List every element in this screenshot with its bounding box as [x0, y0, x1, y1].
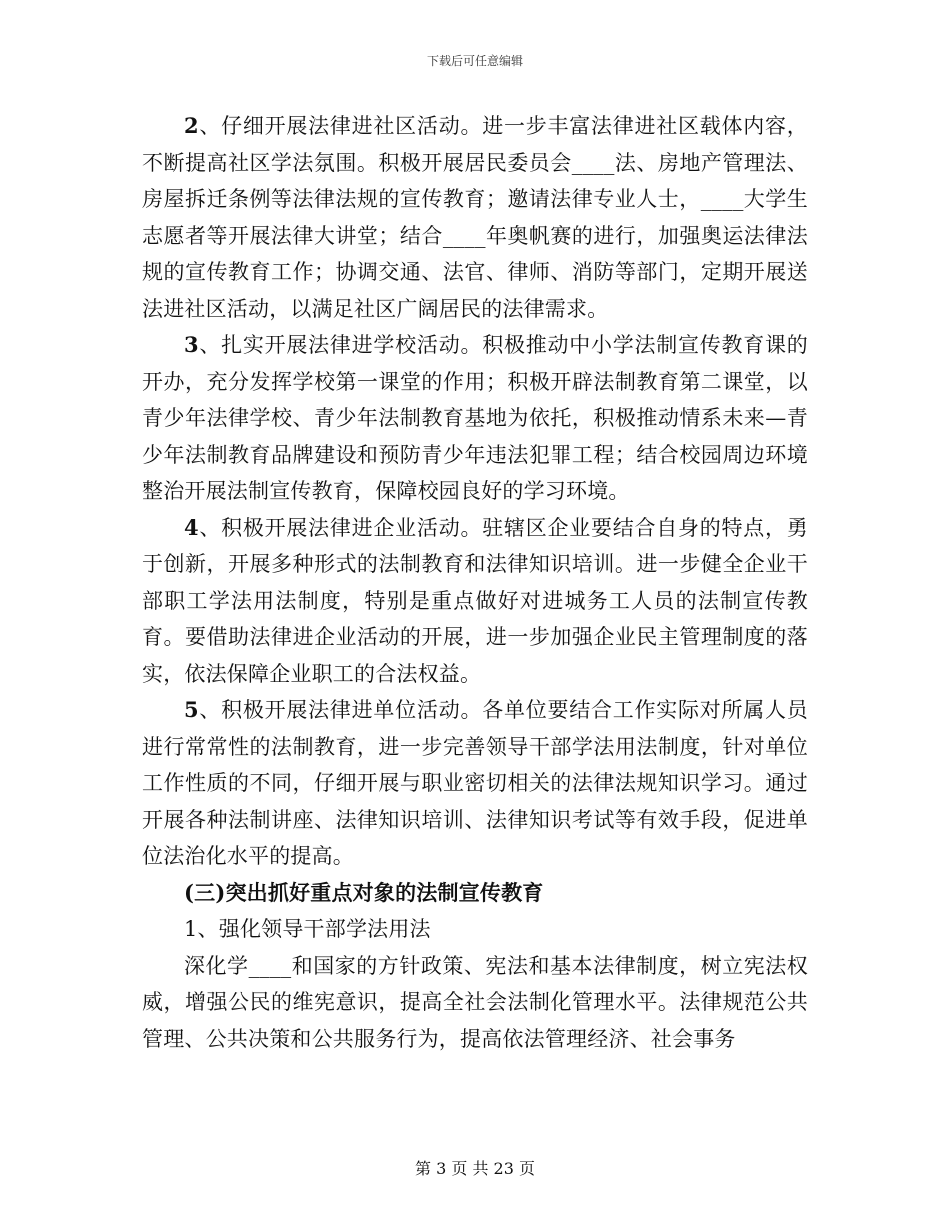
page-footer-number: 第 3 页 共 23 页 — [415, 1159, 535, 1178]
section-heading: (三)突出抓好重点对象的法制宣传教育 — [184, 879, 544, 905]
document-body — [142, 108, 808, 1057]
paragraph-number: 2 — [184, 113, 199, 138]
paragraph-text: 、积极开展法律进企业活动。驻辖区企业要结合自身的特点，勇于创新，开展多种形式的法制教育和法律知识培训。进一步健全企业干部职工学法用法制度，特别是重点做好对进城务工人员的法制宣传教育。要借助法律进企业活动的开展，进一步加强企业民主管理制度的落实，依法保障企业职工的合法权益。 — [142, 515, 808, 686]
paragraph-4 — [142, 510, 808, 693]
section-body-paragraph: 深化学____和国家的方针政策、宪法和基本法律制度，树立宪法权威，增强公民的维宪意识，提高全社会法制化管理水平。法律规范公共管理、公共决策和公共服务行为，提高依法管理经济、社会事务 — [142, 953, 808, 1051]
paragraph-number: 4 — [184, 514, 199, 540]
paragraph-number: 5 — [184, 697, 199, 722]
paragraph-number: 3 — [184, 332, 199, 357]
paragraph-text: 、积极开展法律进单位活动。各单位要结合工作实际对所属人员进行常常性的法制教育，进一步完善领导干部学法用法制度，针对单位工作性质的不同，仔细开展与职业密切相关的法律法规知识学习。通过开展各种法制讲座、法律知识培训、法律知识考试等有效手段，促进单位法治化水平的提高。 — [142, 698, 808, 868]
paragraph-2 — [142, 108, 808, 327]
section-subheading: 1、强化领导干部学法用法 — [184, 917, 431, 941]
paragraph-3 — [142, 327, 808, 510]
page-header-note: 下载后可任意编辑 — [426, 54, 523, 68]
paragraph-text: 、仔细开展法律进社区活动。进一步丰富法律进社区载体内容，不断提高社区学法氛围。积极开展居民委员会____法、房地产管理法、房屋拆迁条例等法律法规的宣传教育；邀请法律专业人士，____大学生志愿者等开展法律大讲堂；结合____年奥帆赛的进行，加强奥运法律法规的宣传教育工作；协调交通、法官、律师、消防等部门，定期开展送法进社区活动，以满足社区广阔居民的法律需求。 — [142, 114, 808, 321]
paragraph-5 — [142, 692, 808, 875]
paragraph-text: 、扎实开展法律进学校活动。积极推动中小学法制宣传教育课的开办，充分发挥学校第一课堂的作用；积极开辟法制教育第二课堂，以青少年法律学校、青少年法制教育基地为依托，积极推动情系未来—青少年法制教育品牌建设和预防青少年违法犯罪工程；结合校园周边环境整治开展法制宣传教育，保障校园良好的学习环境。 — [142, 333, 808, 503]
